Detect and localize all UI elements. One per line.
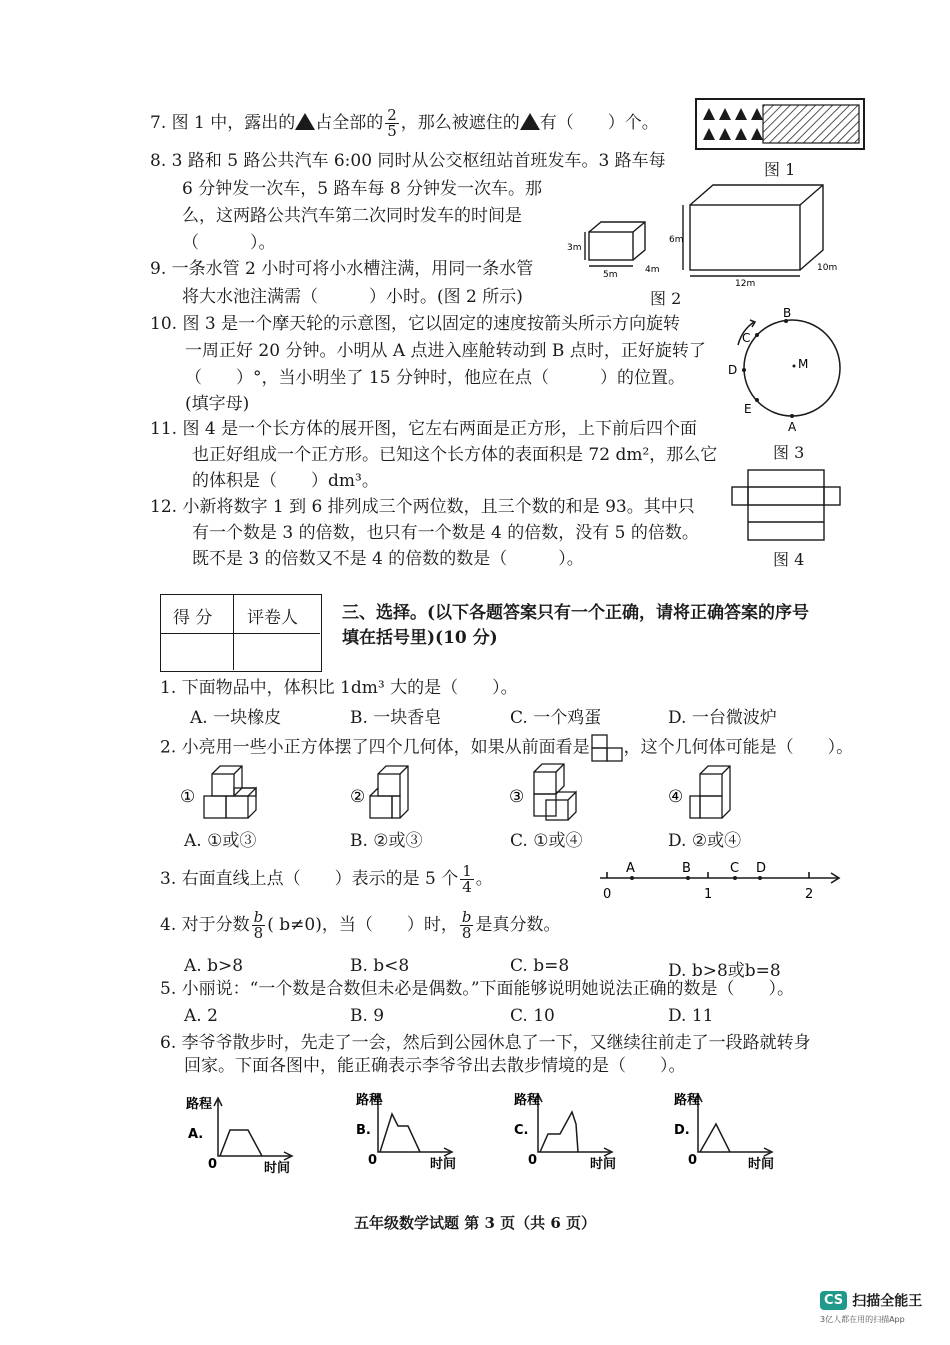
logo-tagline: 3亿人都在用的扫描App [820, 1314, 905, 1324]
fig2-big-width: 10m [817, 263, 838, 273]
score-table [160, 594, 322, 672]
figure-3 [722, 300, 842, 440]
c5-option-b: B. 9 [350, 1006, 385, 1026]
fig2-big-height: 6m [669, 235, 684, 245]
c4-question: 4. 对于分数 $\frac{b}{8}$ ( b≠0)，当（ ）时， $\frac{b}{8}$ 是真分数。 [160, 908, 561, 942]
fig3-center-m: M [798, 357, 809, 371]
c2-option-b: B. ②或③ [350, 831, 423, 851]
c4-option-c: C. b=8 [510, 956, 570, 976]
q11-line2: 也正好组成一个正方形。已知这个长方体的表面积是 72 dm²，那么它 [192, 445, 718, 465]
logo-badge: CS [820, 1291, 847, 1310]
c2-solids [178, 762, 878, 822]
c6-graph-d-label: D. [674, 1123, 690, 1138]
fraction: $\frac{1}{4}$ [462, 862, 472, 896]
fraction: $\frac{b}{8}$ [461, 908, 472, 942]
c6-graph-b-xlabel: 时间 [430, 1157, 457, 1172]
q8-line4: （ ）。 [182, 233, 276, 253]
c1-question: 1. 下面物品中，体积比 1dm³ 大的是（ ）。 [160, 678, 518, 698]
c2-solid-2-label: ② [350, 787, 366, 807]
c6-graph-c-origin: 0 [528, 1153, 538, 1168]
c6-graph-a-origin: 0 [208, 1157, 218, 1172]
c3-point-c: C [730, 861, 740, 876]
q10-line4: (填字母) [185, 394, 250, 414]
c6-graph-b-ylabel: 路程 [356, 1093, 383, 1108]
c2-solid-4-label: ④ [668, 787, 684, 807]
fraction: $\frac{b}{8}$ [253, 908, 264, 942]
c5-option-c: C. 10 [510, 1006, 555, 1026]
c1-option-a: A. 一块橡皮 [190, 708, 282, 728]
q9-line1: 9. 一条水管 2 小时可将小水槽注满，用同一条水管 [150, 259, 534, 279]
c5-question: 5. 小丽说：“一个数是合数但未必是偶数。”下面能够说明她说法正确的数是（ ）。 [160, 979, 795, 999]
fig2-small-width: 4m [645, 265, 660, 275]
q9-line2: 将大水池注满需（ ）小时。(图 2 所示) [182, 287, 523, 307]
q10-line3: （ ）°，当小明坐了 15 分钟时，他应在点（ ）的位置。 [185, 368, 685, 388]
c3-number-line [590, 858, 845, 906]
c3-question: 3. 右面直线上点（ ）表示的是 5 个 $\frac{1}{4}$ 。 [160, 862, 493, 896]
c4-option-d: D. b>8或b=8 [668, 961, 781, 981]
triangle-icon [520, 113, 540, 130]
c6-graph-c-ylabel: 路程 [514, 1093, 541, 1108]
q10-line2: 一周正好 20 分钟。小明从 A 点进入座舱转动到 B 点时，正好旋转了 [185, 341, 706, 361]
q8-line3: 么，这两路公共汽车第二次同时发车的时间是 [182, 206, 522, 226]
figure-1 [695, 98, 865, 150]
c2-option-a: A. ①或③ [184, 831, 257, 851]
c3-tick-2: 2 [805, 887, 814, 902]
q12-line2: 有一个数是 3 的倍数，也只有一个数是 4 的倍数，没有 5 的倍数。 [192, 523, 699, 543]
q11-line3: 的体积是（ ）dm³。 [192, 471, 379, 491]
c3-tick-0: 0 [603, 887, 612, 902]
triangle-icon [295, 113, 315, 130]
front-view-icon [590, 733, 624, 763]
c6-graph-d-xlabel: 时间 [748, 1157, 775, 1172]
c1-option-d: D. 一台微波炉 [668, 708, 777, 728]
fig2-small-height: 3m [567, 243, 582, 253]
section3-subtitle: 填在括号里)(10 分) [342, 628, 498, 648]
q8-line1: 8. 3 路和 5 路公共汽车 6:00 同时从公交枢纽站首班发车。3 路车每 [150, 151, 666, 171]
c6-graph-c-label: C. [514, 1123, 529, 1138]
c2-option-c: C. ①或④ [510, 831, 583, 851]
c2-solid-1-label: ① [180, 787, 196, 807]
c3-point-b: B [682, 861, 691, 876]
fraction: $\frac{2}{5}$ [387, 106, 397, 140]
c6-graph-a-xlabel: 时间 [264, 1161, 291, 1176]
q12-line3: 既不是 3 的倍数又不是 4 的倍数的数是（ ）。 [192, 549, 584, 569]
c6-graph-a-ylabel: 路程 [186, 1097, 213, 1112]
figure-4 [730, 465, 842, 545]
fig3-point-a: A [788, 420, 797, 434]
fig4-caption: 图 4 [773, 550, 805, 569]
c3-point-a: A [626, 861, 635, 876]
q7-text: 7. 图 1 中，露出的 占全部的 $\frac{2}{5}$ ，那么被遮住的 有（ ）个。 [150, 106, 659, 140]
grader-header: 评卷人 [247, 608, 298, 628]
section3-title: 三、选择。(以下各题答案只有一个正确，请将正确答案的序号 [342, 603, 810, 623]
fig1-caption: 图 1 [764, 160, 796, 179]
c1-option-c: C. 一个鸡蛋 [510, 708, 602, 728]
c2-option-d: D. ②或④ [668, 831, 742, 851]
fig3-point-d: D [728, 363, 738, 377]
c4-option-a: A. b>8 [184, 956, 244, 976]
figure-2 [565, 180, 845, 290]
c3-point-d: D [756, 861, 767, 876]
page-footer: 五年级数学试题 第 3 页（共 6 页） [354, 1214, 596, 1232]
q8-line2: 6 分钟发一次车，5 路车每 8 分钟发一次车。那 [182, 179, 543, 199]
fig3-point-c: C [742, 331, 751, 345]
fig3-caption: 图 3 [773, 443, 805, 462]
fig3-point-b: B [783, 306, 792, 320]
c5-option-a: A. 2 [184, 1006, 218, 1026]
fig2-small-length: 5m [603, 270, 618, 280]
q11-line1: 11. 图 4 是一个长方体的展开图，它左右两面是正方形，上下前后四个面 [150, 419, 698, 439]
c5-option-d: D. 11 [668, 1006, 714, 1026]
fig3-point-e: E [744, 402, 752, 416]
c1-option-b: B. 一块香皂 [350, 708, 442, 728]
c6-line2: 回家。下面各图中，能正确表示李爷爷出去散步情境的是（ ）。 [184, 1056, 686, 1076]
c6-graph-c-xlabel: 时间 [590, 1157, 617, 1172]
c2-solid-3-label: ③ [509, 787, 525, 807]
c3-tick-1: 1 [704, 887, 713, 902]
fig2-caption: 图 2 [650, 289, 682, 308]
c6-graph-b-origin: 0 [368, 1153, 378, 1168]
score-header: 得 分 [173, 608, 213, 628]
c2-question: 2. 小亮用一些小正方体摆了四个几何体，如果从前面看是 ，这个几何体可能是（ ）。 [160, 733, 853, 763]
c6-graph-b-label: B. [356, 1123, 371, 1138]
q10-line1: 10. 图 3 是一个摩天轮的示意图，它以固定的速度按箭头所示方向旋转 [150, 314, 681, 334]
q12-line1: 12. 小新将数字 1 到 6 排列成三个两位数，且三个数的和是 93。其中只 [150, 497, 695, 517]
c6-graph-d-origin: 0 [688, 1153, 698, 1168]
c6-line1: 6. 李爷爷散步时，先走了一会，然后到公园休息了一下，又继续往前走了一段路就转身 [160, 1033, 811, 1053]
c6-graphs [180, 1088, 780, 1178]
c6-graph-a-label: A. [188, 1127, 204, 1142]
fig2-big-length: 12m [735, 279, 756, 289]
c6-graph-d-ylabel: 路程 [674, 1093, 701, 1108]
c4-option-b: B. b<8 [350, 956, 410, 976]
logo-name: 扫描全能王 [852, 1293, 923, 1310]
scanner-logo [820, 1290, 922, 1325]
